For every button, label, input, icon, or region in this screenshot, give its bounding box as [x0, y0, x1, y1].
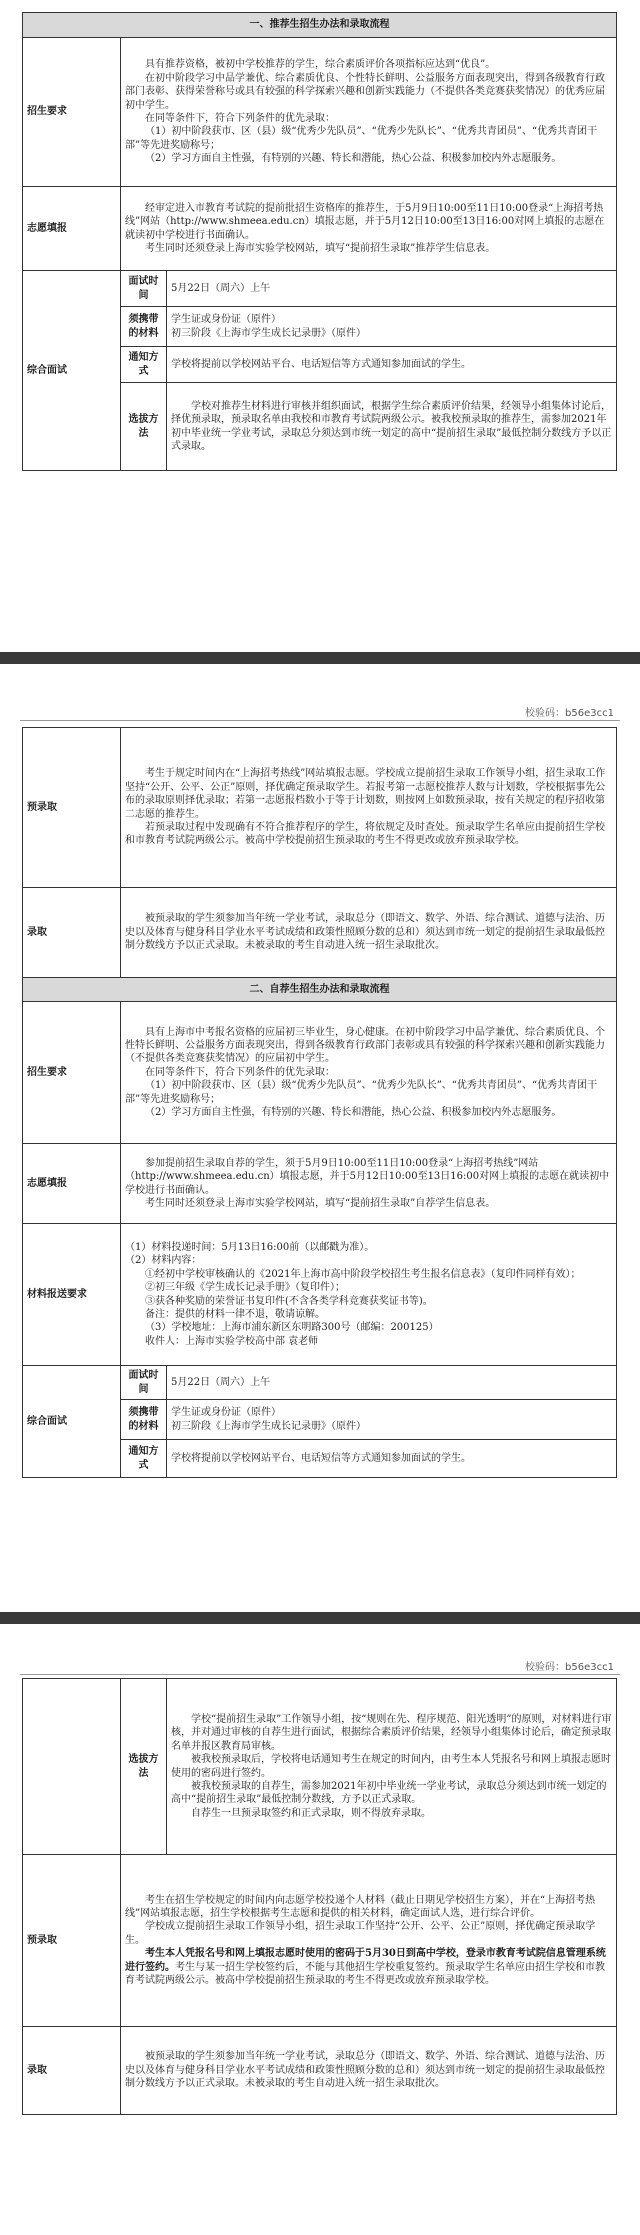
row-label-admission: 录取 [23, 888, 121, 978]
sub-label-materials-2: 须携带的材料 [121, 1400, 167, 1440]
row-label-materials: 材料报送要求 [23, 1224, 121, 1366]
interview-materials-2: 学生证或身份证（原件） 初三阶段《上海市学生成长记录册》（原件） [167, 1400, 617, 1440]
row-label-requirements: 招生要求 [23, 38, 121, 187]
notify-text-2: 学校将提前以学校网站平台、电话短信等方式通知参加面试的学生。 [167, 1440, 617, 1478]
row-label-interview-2: 综合面试 [23, 1366, 121, 1478]
row-label-interview: 综合面试 [23, 271, 121, 471]
select-text-2: 学校“提前招生录取”工作领导小组，按“规则在先、程序规范、阳光透明”的原则，对材料进行审核，并对通过审核的自荐生进行面试，根据综合素质评价结果，经领导小组集体讨论后，确定预录取名单并报区教育局审核。 被我校预录取后，学校将电话通知考生在规定的时间内，由考生本人凭报名号和网上填报志愿时使用的密码进行签约。 被我校预录取的自荐生，需参加2021年初中毕业统一学业考试，录取总分须达到市统一划定的高中“提前招生录取”最低控制分数线，方予以正式录取。 自荐生一旦预录取签约和正式录取，则不得放弃录取。 [167, 1679, 617, 1855]
requirements-text: 具有推荐资格，被初中学校推荐的学生，综合素质评价各项指标应达到“优良”。 在初中阶段学习中品学兼优、综合素质优良、个性特长鲜明、公益服务方面表现突出，得到各级教育行政部门表彰、获得荣誉称号或具有较强的科学探索兴趣和创新实践能力（不提供各类竞赛获奖情况）的优秀应届初中学生。 在同等条件下，符合下列条件的优先录取： （1）初中阶段获市、区（县）级“优秀少先队员”、“优秀少先队长”、“优秀共青团员”、“优秀共青团干部”等先进奖励称号； （2）学习方面自主性强，有特别的兴趣、特长和潜能，热心公益、积极参加校内外志愿服务。 [121, 38, 617, 187]
interview-label-continued [23, 1679, 121, 1855]
sub-label-notify-2: 通知方式 [121, 1440, 167, 1478]
row-label-application: 志愿填报 [23, 187, 121, 271]
signing-notice-rest: 考生与某一招生学校签约后，不能与其他招生学校重复签约。预录取学生名单应由招生学校和市教育考试院两级公示。被高中学校提前招生预录取的考生不得更改或放弃预录取学校。 [125, 1961, 605, 1987]
interview-time-2: 5月22日（周六）上午 [167, 1366, 617, 1400]
page-2 [0, 664, 640, 1612]
row-label-admission-2: 录取 [23, 2027, 121, 2115]
section-1-title: 一、推荐生招生办法和录取流程 [23, 13, 617, 38]
sub-label-select: 选拔方法 [121, 383, 167, 471]
materials-text: （1）材料投递时间：5月13日16:00前（以邮戳为准）。 （2）材料内容： ①经初中学校审核确认的《2021年上海市高中阶段学校招生考生报名信息表》（复印件同样有效）； ②初三年级《学生成长记录手册》（复印件）； ③获各种奖励的荣誉证书复印件(不含各类学科竞赛获奖证书等)。 备注：提供的材料一律不退，敬请谅解。 （3）学校地址：上海市浦东新区东明路300号（邮编：200125） 收件人：上海市实验学校高中部 袁老师 [121, 1224, 617, 1366]
pre-admission-text: 考生于规定时间内在“上海招考热线”网站填报志愿。学校成立提前招生录取工作领导小组，招生录取工作坚持“公开、公平、公正”原则，择优确定预录取学生。若报考第一志愿校推荐人数与计划数，学校根据事先公布的录取原则择优录取；若第一志愿报档数小于等于计划数，则按网上如数预录取，按有关规定的程序招收第二志愿的推荐生。 若预录取过程中发现确有不符合推荐程序的学生，将依规定及时查处。预录取学生名单应由提前招生学校和市教育考试院两级公示。被高中学校提前招生预录取的考生不得更改或放弃预录取学校。 [121, 728, 617, 888]
row-label-application-2: 志愿填报 [23, 1144, 121, 1224]
page-separator [0, 652, 640, 664]
requirements-text-2: 具有上海市中考报名资格的应届初三毕业生，身心健康。在初中阶段学习中品学兼优、综合素质优良、个性特长鲜明、公益服务方面表现突出，得到各级教育行政部门表彰或具有较强的科学探索兴趣和创新实践能力（不提供各类竞赛获奖情况）的应届初中学生。 在同等条件下，符合下列条件的优先录取： （1）初中阶段获市、区（县）级“优秀少先队员”、“优秀少先队长”、“优秀共青团员”、“优秀共青团干部”等先进奖励称号； （2）学习方面自主性强，有特别的兴趣、特长和潜能，热心公益、积极参加校内外志愿服务。 [121, 1002, 617, 1144]
section-2-title: 二、自荐生招生办法和录取流程 [23, 978, 617, 1002]
sub-label-time: 面试时间 [121, 271, 167, 307]
divider [20, 720, 620, 721]
admission-text-2: 被预录取的学生须参加当年统一学业考试，录取总分（即语文、数学、外语、综合测试、道德与法治、历史以及体育与健身科目学业水平考试成绩和政策性照顾分数的总和）须达到市统一划定的提前招生录取最低控制分数线方予以正式录取。未被录取的考生自动进入统一招生录取批次。 [121, 2027, 617, 2115]
sub-label-select-2: 选拔方法 [121, 1679, 167, 1855]
divider [20, 1674, 620, 1675]
row-label-requirements-2: 招生要求 [23, 1002, 121, 1144]
section-1-continued-table [22, 727, 617, 1478]
page-1 [0, 0, 640, 652]
admission-text: 被预录取的学生须参加当年统一学业考试，录取总分（即语文、数学、外语、综合测试、道德与法治、历史以及体育与健身科目学业水平考试成绩和政策性照顾分数的总和）须达到市统一划定的提前招生录取最低控制分数线方予以正式录取。未被录取的考生自动进入统一招生录取批次。 [121, 888, 617, 978]
sub-label-time-2: 面试时间 [121, 1366, 167, 1400]
page-3 [0, 1624, 640, 2235]
interview-time: 5月22日（周六）上午 [167, 271, 617, 307]
notify-text: 学校将提前以学校网站平台、电话短信等方式通知参加面试的学生。 [167, 347, 617, 383]
row-label-pre-admission-2: 预录取 [23, 1855, 121, 2027]
signing-notice-bold: 考生本人凭报名号和网上填报志愿时使用的密码于5月30日到高中学校，登录市教育考试院信息管理系统进行签约。 [125, 1948, 606, 1973]
application-text: 经审定进入市教育考试院的提前批招生资格库的推荐生，于5月9日10:00至11日10:00登录“上海招考热线”网站（http://www.shmeea.edu.cn）填报志愿，并于5月12日10:00至13日16:00对网上填报的志愿在就读初中学校进行书面确认。 考生同时还须登录上海市实验学校网站，填写“提前招生录取”推荐学生信息表。 [121, 187, 617, 271]
row-label-pre-admission: 预录取 [23, 728, 121, 888]
checksum-label: 校验码：b56e3cc1 [525, 1662, 614, 1673]
section-1-table [22, 12, 617, 471]
select-text: 学校对推荐生材料进行审核并组织面试，根据学生综合素质评价结果，经领导小组集体讨论后，择优预录取，预录取名单由我校和市教育考试院两级公示。被我校预录取的推荐生，需参加2021年初中毕业统一学业考试，录取总分须达到市统一划定的高中“提前招生录取”最低控制分数线方予以正式录取。 [167, 383, 617, 471]
sub-label-notify: 通知方式 [121, 347, 167, 383]
pre-admission-text-2: 考生在招生学校规定的时间内向志愿学校投递个人材料（截止日期见学校招生方案），并在“上海招考热线”网站填报志愿，招生学校根据考生志愿和提供的相关材料，确定面试人选，进行综合评价。 学校成立提前招生录取工作领导小组，招生录取工作坚持“公开、公平、公正”原则，择优确定预录取学生。 考生本人凭报名号和网上填报志愿时使用的密码于5月30日到高中学校，登录市教育考试院信息管理系统进行签约。考生与某一招生学校签约后，不能与其他招生学校重复签约。预录取学生名单应由招生学校和市教育考试院两级公示。被高中学校提前招生预录取的考生不得更改或放弃预录取学校。 [121, 1855, 617, 2027]
sub-label-materials: 须携带的材料 [121, 307, 167, 347]
page-separator [0, 1612, 640, 1624]
application-text-2: 参加提前招生录取自荐的学生，须于5月9日10:00至11日10:00登录“上海招考热线”网站（http://www.shmeea.edu.cn）填报志愿，并于5月12日10:00至13日16:00对网上填报的志愿在就读初中学校进行书面确认。 考生同时还须登录上海市实验学校网站，填写“提前招生录取”自荐学生信息表。 [121, 1144, 617, 1224]
checksum-label: 校验码：b56e3cc1 [525, 708, 614, 719]
interview-materials: 学生证或身份证（原件） 初三阶段《上海市学生成长记录册》（原件） [167, 307, 617, 347]
section-2-continued-table [22, 1678, 617, 2115]
